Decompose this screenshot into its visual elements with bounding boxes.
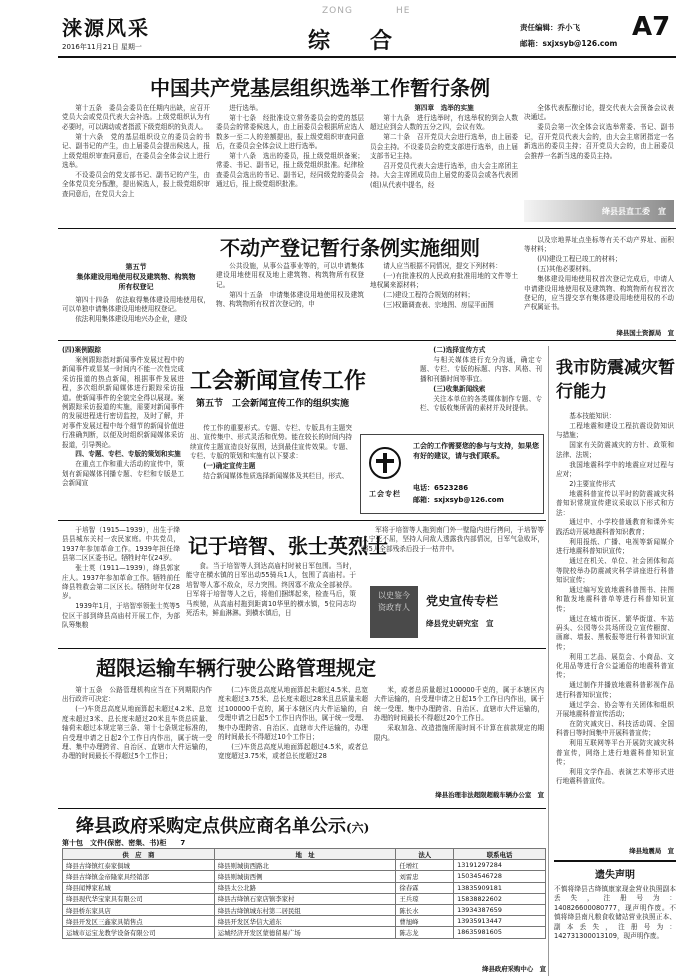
address-cell: 绛县太公北路 — [214, 882, 396, 893]
date-line: 2016年11月21日 星期一 — [62, 43, 142, 51]
union-logo — [367, 445, 403, 505]
list-item: 2)主要宣传形式 — [569, 479, 616, 488]
logo-text: 工会专栏 — [369, 490, 401, 498]
paragraph: 传工作的重要形式。专题、专栏、专版具有主题突出、宣传集中、形式灵活和优势。能在较长的时间内持续宣传主题宣造良好氛围，达到最佳宣传效果。专题、专栏、专版的策划和实施有以下要求： — [190, 424, 352, 461]
masthead-rule — [58, 56, 676, 58]
page-number: A7 — [632, 12, 671, 42]
headline-union-news: 工会新闻宣传工作 — [190, 368, 367, 394]
article3-mid-col — [190, 424, 352, 514]
divider — [58, 228, 676, 229]
list-item: 通过在机关、单位、社会团体和高等院校举办防震减灾科学讲座进行科普知识宣传； — [556, 557, 674, 584]
chapter-heading: 第四章 选举的实施 — [414, 104, 474, 112]
section-title-left: 综 — [308, 28, 331, 54]
paragraph: 第二十条 召开党员大会进行选举，由上届委员会主持。不设委员会的党支部进行选举，由上届支部书记主持。 — [370, 133, 518, 161]
paragraph: 案例跟踪指对新闻事件发展过程中的新闻事件或显某一时间内不能一次性完成采访报道的热点新闻，根据事件发展进程，多次组织新闻媒体进行跟踪采访报道。使新闻事件的全貌完全得以展现。案例跟踪采访报道的实施，需要对新闻事件的发展进程进行密切监控，及时了解，并对事件发展过程中每个细节的新闻价值进行准确判断，以便及时组织新闻媒体采访报道，引导舆论。 — [62, 355, 184, 449]
procurement-table-wrap — [62, 848, 546, 939]
editor-line: 责任编辑：乔小飞 — [520, 23, 580, 32]
table-row — [63, 860, 546, 871]
paragraph: (三)权籍调查表、宗地图、房屋平面图 — [383, 301, 494, 310]
list-item: 基本技能知识： — [569, 412, 616, 420]
paragraph: (一)车货总高度从地面算起未超过4.2米、总宽度未超过3米、总长度未超过20米且车货总质量、轴荷未超过本规定第三条、第十七条规定标准的，自受理申请之日起2个工作日内作出，属于统一受理、集中办理跨省、自治区、直辖市大件运输的，办理的时间最长不得超过5个工作日； — [62, 705, 212, 761]
legal-person-cell: 陈志龙 — [396, 927, 454, 938]
seal-image: 以史鉴今 资政育人 — [370, 586, 418, 638]
article1-signature-banner — [524, 200, 674, 222]
notice-body: 不慎将绛县古绛镇康家现金营业执照副本丢失，注册号为：140826600080777，现声明作废。不慎将绛县南凡粮食收储站营业执照正本、副本丢失，注册号为：142731300013109，现声明作废。 — [554, 885, 676, 941]
article6-col1 — [62, 686, 212, 806]
table-row — [63, 927, 546, 938]
headline-procurement — [76, 812, 546, 838]
paragraph: 依法利用集体建设用地兴办企业，建设 — [75, 315, 188, 324]
phone-cell: 15838822602 — [454, 893, 546, 904]
article1-col4 — [524, 104, 674, 196]
supplier-cell: 绛县现代华宝家具有限公司 — [63, 893, 215, 904]
list-item: 工程地震和建设工程抗震设防知识与措施； — [556, 421, 674, 440]
section-pinyin-right: HE — [396, 6, 411, 16]
phone-cell: 13935913447 — [454, 916, 546, 927]
article1-col1 — [62, 104, 210, 222]
paragraph: 第十七条 经批准设立常务委员会的党的基层委员会的常委候选人，由上届委员会根据所应选人数多一至二人的差额提出，报上级党组织审查同意后，在委员会全体会议上进行选举。 — [216, 113, 364, 151]
paragraph: 进行选举。 — [229, 104, 263, 112]
headline-party-election: 中国共产党基层组织选举工作暂行条例 — [150, 76, 490, 100]
phone-cell: 18635981605 — [454, 927, 546, 938]
address-cell: 运城经济开发区蒙德留易广场 — [214, 927, 396, 938]
paragraph: 以及宗地界址点坐标等有关不动产界址、面积等材料； — [524, 236, 674, 254]
article2-col1 — [62, 296, 210, 336]
subheading: 四、专题、专栏、专版的策划和实施 — [75, 450, 181, 459]
paragraph: 委员会第一次全体会议选举常委、书记、副书记，召开党员代表大会的，由大会主席团指定一名新选出的委员主持；召开党员大会的，由上届委员会推荐一名新当选的委员主持。 — [524, 123, 674, 160]
procurement-title: 绛县政府采购定点供应商名单公示 — [76, 816, 346, 837]
article5-col1 — [62, 526, 180, 644]
list-item: 利用工艺品、展览会、小商品、文化用品等进行含公益通俗的地震科普宣传； — [556, 652, 674, 680]
signature: 绛县国土资源局 宣 — [616, 329, 674, 337]
divider — [58, 808, 546, 809]
address-cell: 绛县古绛镇石家店镇李家村 — [214, 893, 396, 904]
legal-person-cell: 刘雷忠 — [396, 871, 454, 882]
subheading: (三)收集新闻线索 — [433, 384, 486, 393]
contact-email: 邮箱：sxjxsyb@126.com — [413, 496, 504, 504]
address-cell: 绛县则城街西路北 — [214, 860, 396, 871]
supplier-cell: 绛县闻博家私城 — [63, 882, 215, 893]
notice-title: 遗失声明 — [595, 870, 635, 881]
table-header-row — [63, 849, 546, 860]
union-emblem-icon — [367, 445, 403, 485]
stamp-title: 党史宣传专栏 — [426, 594, 499, 608]
paragraph: 不设委员会的党支部书记、副书记的产生，由全体党员充分酝酿，提出候选人，报上级党组织审查同意后，在党员大会上 — [62, 170, 210, 198]
paragraph: 与相关媒体进行充分沟通，确定专题、专栏、专版的标题、内容、风格、刊播和刊播时间等事宜。 — [420, 355, 542, 383]
paragraph: (三)车货总高度从地面算起超过4.5米，或者总宽度超过3.75米，或者总长度超过28 — [218, 742, 368, 761]
section-pinyin-left: ZONG — [322, 6, 353, 16]
paragraph: 第十五条 公路管理机构应当在下列期限内作出行政许可决定： — [62, 686, 212, 704]
article3-subtitle: 第五节 工会新闻宣传工作的组织实施 — [196, 399, 350, 409]
legal-person-cell: 王兵琼 — [396, 893, 454, 904]
article2-col3 — [370, 262, 518, 334]
procurement-table — [62, 848, 546, 939]
paragraph: 请人应当根据不同情况，提交下列材料： — [383, 262, 502, 270]
phone-cell: 15034546728 — [454, 871, 546, 882]
paragraph: 采取加急、改造措施所需时间不计算在前款规定的期限内。 — [374, 724, 544, 742]
legal-person-cell: 曹旭峰 — [396, 916, 454, 927]
paragraph: 第四十五条 申请集体建设用地使用权及建筑物、构筑物所有权首次登记的，申 — [216, 290, 364, 309]
procurement-category: 第十包 文件(保密、密集、书)柜 7 — [62, 839, 186, 847]
article2-side-head: 第五节 集体建设用地使用权及建筑物、构筑物 所有权登记 — [76, 263, 196, 291]
list-item: 利用互联网等平台开展防灾减灾科普宣传，网络上进行地震科普知识宣传； — [556, 739, 674, 767]
column-header: 地 址 — [214, 849, 396, 860]
divider — [58, 520, 546, 521]
column-header: 联系电话 — [454, 849, 546, 860]
list-item: 通过编写发放地震科普图书、挂图和散发地震科普单等进行科普知识宣传； — [556, 585, 674, 613]
paragraph: 全体代表酝酿讨论，提交代表大会预备会议表决通过。 — [524, 104, 674, 122]
article2-col4 — [524, 236, 674, 326]
subheading: (一)确定宣传主题 — [203, 462, 256, 471]
list-item: 利用文学作品、表演艺术等形式进行地震科普宣传。 — [556, 768, 674, 786]
stamp-subtitle: 绛县党史研究室 宣 — [426, 619, 494, 628]
paragraph: (二)建设工程符合规划的材料； — [383, 291, 475, 300]
paragraph: 结合新闻媒体性质选择新闻媒体及其栏目，形式、 — [203, 472, 349, 481]
paragraph: 在重点工作和重大活动的宣传中，策划有新闻媒体刊播专题、专栏和专版是工会新闻宣 — [62, 460, 184, 488]
headline-earthquake: 我市防震减灾暂行能力 — [556, 358, 675, 402]
column-rule — [548, 346, 549, 976]
headline-martyrs: 记于培智、张士英烈士 — [188, 534, 388, 558]
legal-person-cell: 任增红 — [396, 860, 454, 871]
paragraph: 食。当于培智等人到达高庙村时被日军包围。当时，能守在横水镇的日军出动55骑兵1人，包围了高庙村。于培智等人寡不敌众，尽力突围。终因寡不敌众全部被俘。日军将于培智等人之后，将他们捆绑起来，检查马后，策马疾驰，从高庙村拖到距离10华里的横水镇，5位同志均死活未，鲜血淋淋。到横水镇后，日 — [186, 562, 356, 618]
article1-col2 — [216, 104, 364, 222]
list-item: 地震科普宣传以平时的防震减灾科普知识常规宣传建议采取以下形式和方法： — [556, 489, 674, 517]
divider — [58, 648, 546, 649]
phone-cell: 13835909181 — [454, 882, 546, 893]
email-line: 邮箱：sxjxsyb@126.com — [520, 39, 618, 48]
paragraph: 第十五条 委员会委员在任期内出缺，应召开党员大会或党员代表大会补选。上级党组织认为有必要时，可以调动或者指派下级党组织的负责人。 — [62, 104, 210, 131]
paragraph: 第十九条 进行选举时，有选举权的到会人数超过应到会人数的五分之四，会议有效。 — [370, 113, 518, 132]
list-item: 利用报纸、广播、电视等新闻媒介进行地震科普知识宣传； — [556, 537, 674, 556]
address-cell: 绛县古绛镇城东村第二居民组 — [214, 904, 396, 915]
paragraph: 米，或者总质量超过100000千克的，属于本辖区内大件运输的，自受理申请之日起15个工作日内作出，属于统一受理、集中办理跨省、自治区、直辖市大件运输的，办理的时间最长不得超过20个工作日。 — [374, 686, 544, 723]
union-contact-box — [360, 434, 544, 514]
column-header: 法人 — [396, 849, 454, 860]
lost-notice — [554, 860, 676, 976]
signature: 绛县地震局 宣 — [629, 847, 674, 855]
paragraph: (四)建设工程已竣工的材料； — [537, 255, 622, 264]
subheading: (四)案例跟踪 — [62, 346, 101, 354]
article6-col2 — [218, 686, 368, 806]
supplier-cell: 绛县古绛镇金帝隆家具经销部 — [63, 871, 215, 882]
paper-name: 涞源风采 — [62, 16, 150, 40]
article3-left-col — [62, 346, 184, 514]
paragraph: 公共设施，从事公益事业等的，可以申请集体建设用地使用权及地上建筑物、构筑物所有权登记。 — [216, 262, 364, 289]
paragraph: 第十八条 选出的委员，报上级党组织备案；常委、书记、副书记，报上级党组织批准。纪律检查委员会选出的书记、副书记，经同级党的委员会通过后，报上级党组织批准。 — [216, 152, 364, 189]
paragraph: 第十六条 党的基层组织设立的委员会的书记、副书记的产生，由上届委员会提出候选人，报上级党组织审查同意后，在委员会全体会议上进行选举。 — [62, 132, 210, 169]
list-item: 我国地震科学中的地震应对过程与应对； — [556, 460, 674, 478]
party-history-stamp — [370, 586, 544, 642]
subheading: (二)选择宣传方式 — [433, 346, 486, 354]
paragraph: (五)其他必要材料。 — [537, 265, 596, 274]
list-item: 通过中、小学校普通教育和课外实践活动开展地震科普知识教育； — [556, 518, 674, 536]
article5-col3 — [362, 526, 544, 580]
table-row — [63, 871, 546, 882]
paragraph: (二)车货总高度从地面算起未超过4.5米、总宽度未超过3.75米、总长度未超过28米且总质量未超过100000千克的，属于本辖区内大件运输的，自受理申请之日起5个工作日内作出，属于统一受理、集中办理跨省、自治区、直辖市大件运输的，办理的时间最长不得超过10个工作日； — [218, 686, 368, 742]
legal-person-cell: 徐春霖 — [396, 882, 454, 893]
article6-col3 — [374, 686, 544, 786]
supplier-cell: 绛县桥东家具店 — [63, 904, 215, 915]
paragraph: 军将于培智等人拖到南门外一壁隐内进行拷问，于培智等人宁死不屈，坚持人问敌人透露我内部情况，日军气急败坏，将5人全部残杀后投于一枯井中。 — [362, 526, 544, 553]
table-row — [63, 916, 546, 927]
headline-overload-transport: 超限运输车辆行驶公路管理规定 — [96, 656, 376, 680]
list-item: 在防灾减灾日、科技活动周、全国科普日等时间集中开展科普宣传； — [556, 720, 674, 738]
signature: 绛县政府采购中心 宣 — [482, 965, 546, 973]
divider — [58, 340, 676, 341]
paragraph: 1939年1月，于培智率领张士英等5位区干部到绛县高庙村开展工作，为部队筹集粮 — [62, 602, 180, 630]
list-item: 国家有关防震减灾的方针、政策和法律、法规； — [556, 441, 674, 459]
paragraph: 张士英（1911—1939），绛县郭家庄人。1937年参加革命工作。牺牲前任绛县牲救会第二区区长。牺牲时年仅28岁。 — [62, 564, 180, 601]
article2-col2 — [216, 262, 364, 334]
paragraph: 第四十四条 依法取得集体建设用地使用权，可以单独申请集体建设用地使用权登记。 — [62, 296, 210, 314]
supplier-cell: 绛县开发区三鑫家具销售点 — [63, 916, 215, 927]
address-cell: 绛县开发区华信大道东 — [214, 916, 396, 927]
paragraph: 集体建设用地使用权首次登记完成后，申请人申请建设用地使用权及建筑物、构筑物所有权首次登记的，应当提交享有集体建设用地使用权的不动产权属证书。 — [524, 275, 674, 312]
paragraph: 关注本单位的各类媒体制作专题、专栏、专版收集所需的素材并及时提供。 — [420, 394, 542, 412]
supplier-cell: 运城市运宝龙教学设备有限公司 — [63, 927, 215, 938]
contact-intro: 工会的工作需要您的参与与支持，如果您有好的建议，请与我们联系。 — [413, 442, 539, 460]
headline-real-estate: 不动产登记暂行条例实施细则 — [220, 236, 480, 260]
article3-right-col — [420, 346, 542, 428]
article5-col2 — [186, 562, 356, 644]
contact-phone: 电话：6523286 — [413, 484, 469, 492]
masthead — [0, 0, 700, 60]
column-header: 供 应 商 — [63, 849, 215, 860]
list-item: 通过在城市街区、繁华街道、车站码头、公园等公共场所设立宣传橱窗、画廊、墙报、黑板报等进行科普知识宣传； — [556, 614, 674, 651]
procurement-title-suffix: (六) — [346, 821, 370, 835]
legal-person-cell: 陈长水 — [396, 904, 454, 915]
phone-cell: 13934387659 — [454, 904, 546, 915]
signature: 绛县治理非法超限超载车辆办公室 宣 — [435, 791, 544, 799]
phone-cell: 13191297284 — [454, 860, 546, 871]
paragraph: 于培智（1915—1939），出生于绛县县城东关村一农民家庭。中共党员，1937年参加革命工作。1939年担任绛县第二区区委书记。牺牲时年仅24岁。 — [62, 526, 180, 563]
list-item: 通过制作并播放地震科普影视作品进行科普知识宣传； — [556, 681, 674, 699]
address-cell: 绛县则城街西侧 — [214, 871, 396, 882]
table-row — [63, 882, 546, 893]
article1-col3 — [370, 104, 518, 222]
paragraph: 召开党员代表大会进行选举，由大会主席团主持。大会主席团成员由上届党的委员会或各代表团(组)从代表中提名，经 — [370, 161, 518, 189]
paragraph: (一)有批准权的人民政府批准用地的文件等土地权属来源材料； — [370, 271, 518, 290]
supplier-cell: 绛县古绛镇红泰家俱城 — [63, 860, 215, 871]
signature: 绛县县直工委 宣 — [602, 207, 666, 216]
table-row — [63, 904, 546, 915]
table-row — [63, 893, 546, 904]
section-title-right: 合 — [370, 28, 393, 54]
list-item: 通过学会、协会等有关团体和组织开展地震科普宣传活动； — [556, 700, 674, 719]
